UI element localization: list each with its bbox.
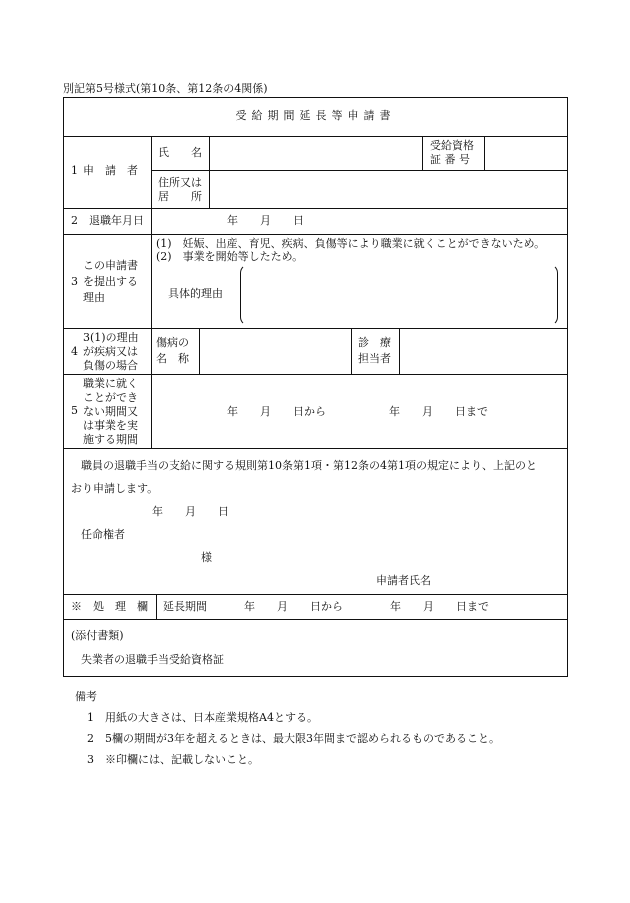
notes	[75, 686, 500, 770]
divider	[151, 136, 152, 234]
form-reference: 別記第5号様式(第10条、第12条の4関係)	[63, 82, 268, 95]
cert-number-label: 証 番 号	[430, 153, 470, 166]
divider	[151, 234, 152, 448]
divider	[64, 208, 567, 209]
divider	[64, 374, 567, 375]
section-number: 5	[71, 404, 78, 417]
period-label: 職業に就く	[83, 377, 138, 390]
application-form	[63, 97, 568, 677]
disease-name-label: 名 称	[156, 352, 189, 365]
attachment-item: 失業者の退職手当受給資格証	[81, 653, 224, 666]
period-label: ことができ	[83, 391, 138, 404]
specific-reason-label: 具体的理由	[168, 287, 223, 300]
illness-label: 3(1)の理由	[83, 331, 139, 344]
divider	[199, 328, 200, 374]
declaration-text: おり申請します。	[71, 482, 159, 495]
section-number: 1	[71, 164, 78, 177]
period-to: 年 月 日まで	[389, 405, 488, 418]
declaration-date: 年 月 日	[152, 505, 229, 518]
note-item: 3 ※印欄には、記載しないこと。	[87, 753, 259, 766]
extension-period-label: 延長期間	[163, 600, 207, 613]
doctor-label: 担当者	[358, 352, 391, 365]
period-from: 年 月 日から	[227, 405, 326, 418]
divider	[64, 619, 567, 620]
section-number: 4	[71, 345, 78, 358]
applicant-name-label: 申請者氏名	[376, 574, 431, 587]
divider	[64, 594, 567, 595]
address-label: 住所又は	[158, 176, 202, 189]
reason-option-1: (1) 妊娠、出産、育児、疾病、負傷等により職業に就くことができないため。	[156, 237, 546, 250]
divider	[64, 448, 567, 449]
reason-label: 理由	[83, 291, 105, 304]
reason-label: この申請書	[83, 259, 138, 272]
honorific-sama: 様	[201, 551, 212, 564]
section-number: 3	[71, 275, 78, 288]
form-title: 受給期間延長等申請書	[235, 109, 396, 122]
retirement-date-value: 年 月 日	[227, 214, 304, 227]
doctor-label: 診 療	[358, 336, 391, 349]
divider	[151, 170, 567, 171]
notes-heading: 備考	[75, 690, 97, 703]
illness-label: が疾病又は	[83, 345, 138, 358]
divider	[156, 594, 157, 619]
cert-number-label: 受給資格	[430, 139, 474, 152]
appointing-authority-label: 任命権者	[81, 528, 125, 541]
address-label: 居 所	[158, 190, 202, 203]
name-label: 氏 名	[158, 146, 202, 159]
period-label: ない期間又	[83, 405, 138, 418]
reason-label: を提出する	[83, 275, 138, 288]
illness-label: 負傷の場合	[83, 359, 138, 372]
note-item: 1 用紙の大きさは、日本産業規格A4とする。	[87, 711, 318, 724]
divider	[422, 136, 423, 170]
divider	[64, 328, 567, 329]
divider	[209, 136, 210, 208]
divider	[484, 136, 485, 170]
disease-name-label: 傷病の	[156, 336, 189, 349]
divider	[351, 328, 352, 374]
divider	[399, 328, 400, 374]
extension-from: 年 月 日から	[244, 600, 343, 613]
retirement-date-label: 2 退職年月日	[71, 214, 144, 227]
applicant-section-label: 申 請 者	[83, 164, 138, 177]
declaration-text: 職員の退職手当の支給に関する規則第10条第1項・第12条の4第1項の規定により、上記のと	[81, 459, 537, 472]
period-label: 施する期間	[83, 433, 138, 446]
reason-option-2: (2) 事業を開始等したため。	[156, 250, 304, 263]
divider	[64, 136, 567, 137]
period-label: は事業を実	[83, 419, 138, 432]
processing-label: ※ 処 理 欄	[71, 600, 148, 613]
divider	[64, 234, 567, 235]
note-item: 2 5欄の期間が3年を超えるときは、最大限3年間まで認められるものであること。	[87, 732, 500, 745]
specific-reason-field	[240, 264, 558, 326]
attachments-label: (添付書類)	[71, 629, 124, 642]
extension-to: 年 月 日まで	[390, 600, 489, 613]
